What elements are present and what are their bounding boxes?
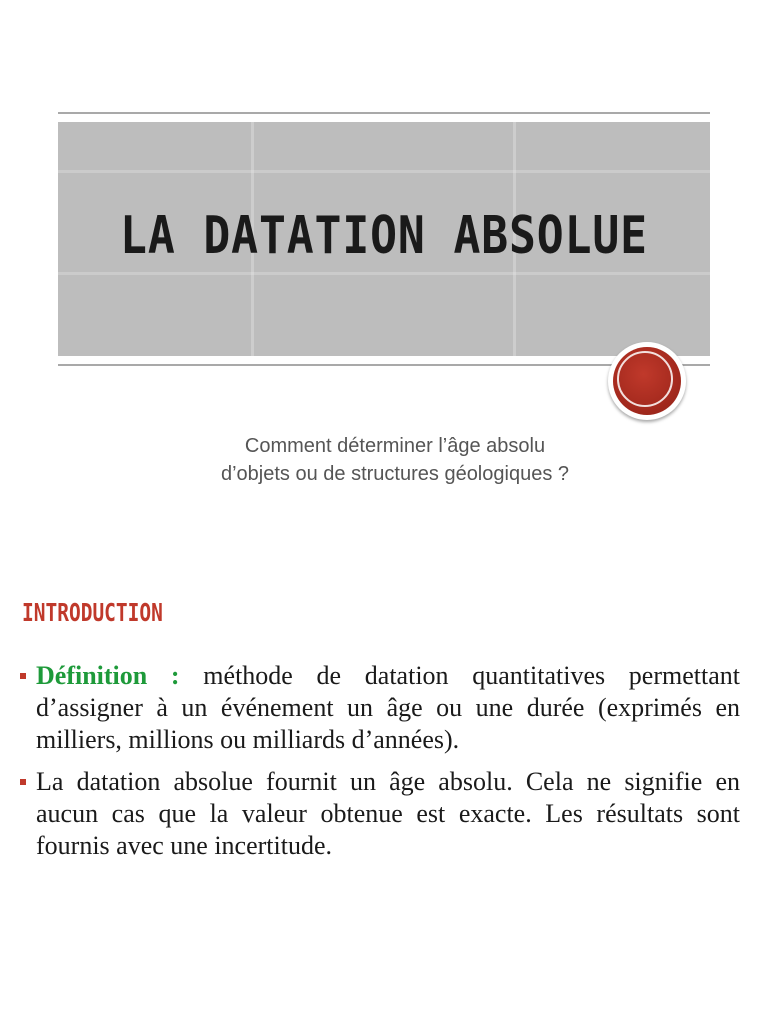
- subtitle-line-2: d’objets ou de structures géologiques ?: [220, 463, 569, 485]
- title-banner: [58, 112, 710, 366]
- bullet-list: [20, 660, 740, 872]
- decorative-seal-icon: [608, 342, 686, 420]
- subtitle-line-1: Comment déterminer l’âge absolu: [244, 435, 546, 457]
- slide-title: LA DATATION ABSOLUE: [120, 206, 648, 266]
- definition-term: Définition :: [36, 661, 180, 690]
- section-heading: INTRODUCTION: [22, 598, 163, 627]
- bullet-marker-icon: [20, 673, 26, 679]
- bullet-absolute-age: [20, 766, 740, 862]
- bullet-definition: [20, 660, 740, 756]
- bullet-marker-icon: [20, 779, 26, 785]
- definition-text: méthode de datation quantitatives permettant d’assigner à un événement un âge ou une durée (exprimés en milliers, millions ou milliards d’années).: [36, 661, 740, 754]
- title-panel: [58, 122, 710, 356]
- absolute-age-text: La datation absolue fournit un âge absolu. Cela ne signifie en aucun cas que la valeur obtenue est exacte. Les résultats sont fournis avec une incertitude.: [36, 767, 740, 860]
- slide-subtitle: [100, 432, 690, 488]
- top-rule: [58, 112, 710, 114]
